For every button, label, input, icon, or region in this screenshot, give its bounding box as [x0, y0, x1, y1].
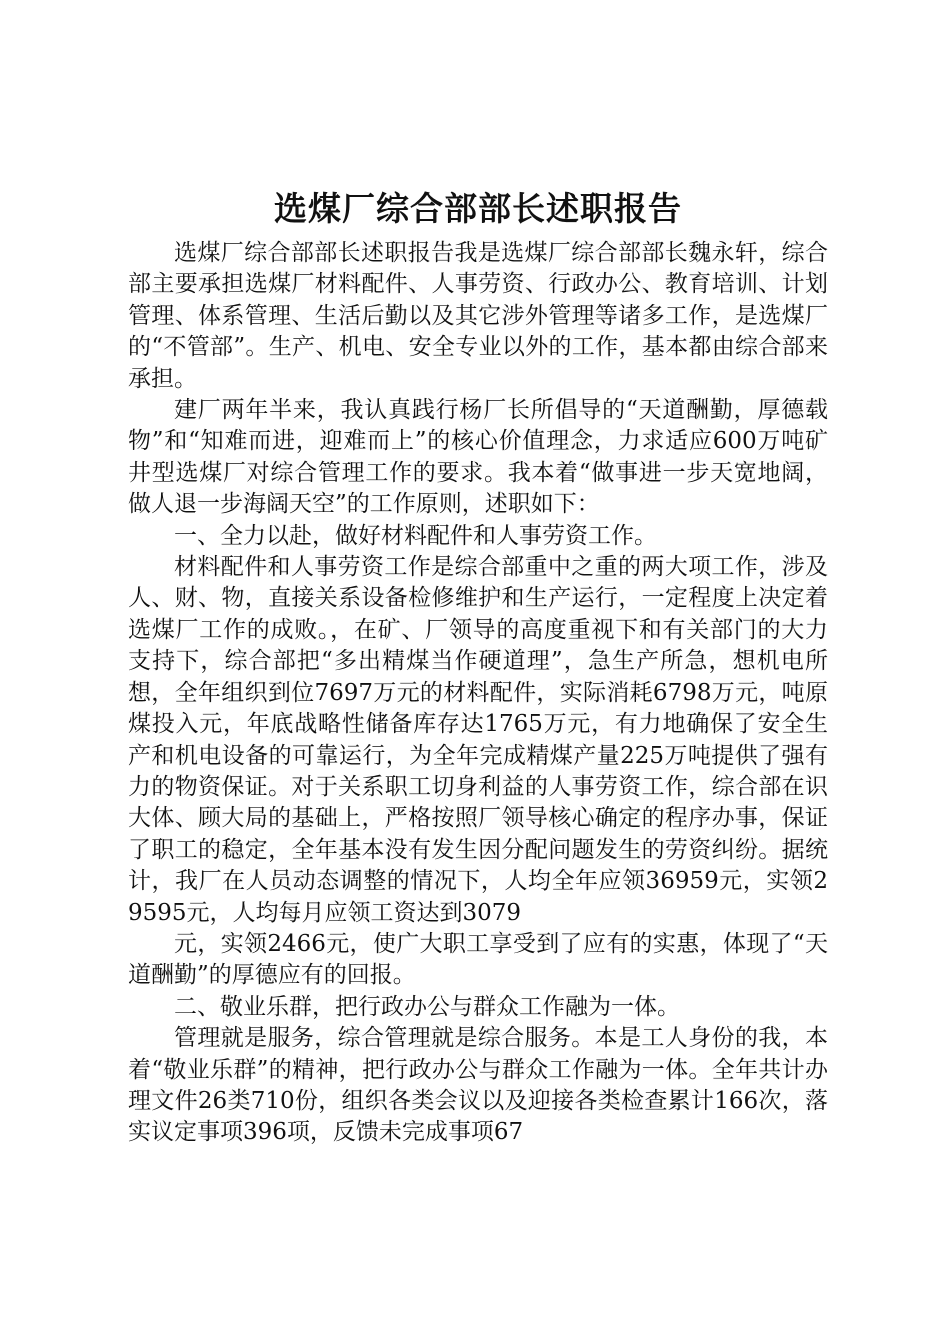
section-heading-2: 二、敬业乐群，把行政办公与群众工作融为一体。 — [174, 993, 680, 1020]
document-body — [128, 238, 828, 1149]
paragraph-principles: 建厂两年半来，我认真践行杨厂长所倡导的“天道酬勤，厚德载物”和“知难而进，迎难而上”的核心价值理念，力求适应600万吨矿井型选煤厂对综合管理工作的要求。我本着“做事进一步天宽地阔，做人退一步海阔天空”的工作原则，述职如下： — [128, 397, 828, 518]
section-heading-1: 一、全力以赴，做好材料配件和人事劳资工作。 — [174, 522, 657, 549]
paragraph-admin-service: 管理就是服务，综合管理就是综合服务。本是工人身份的我，本着“敬业乐群”的精神，把行政办公与群众工作融为一体。全年共计办理文件26类710份，组织各类会议以及迎接各类检查累计166次，落实议定事项396项，反馈未完成事项67 — [128, 1025, 828, 1146]
paragraph-wages-continued: 元，实领2466元，使广大职工享受到了应有的实惠，体现了“天道酬勤”的厚德应有的回报。 — [128, 930, 828, 989]
paragraph-materials-personnel: 材料配件和人事劳资工作是综合部重中之重的两大项工作，涉及人、财、物，直接关系设备检修维护和生产运行，一定程度上决定着选煤厂工作的成败。，在矿、厂领导的高度重视下和有关部门的大力支持下，综合部把“多出精煤当作硬道理”，急生产所急，想机电所想，全年组织到位7697万元的材料配件，实际消耗6798万元，吨原煤投入元，年底战略性储备库存达1765万元，有力地确保了安全生产和机电设备的可靠运行，为全年完成精煤产量225万吨提供了强有力的物资保证。对于关系职工切身利益的人事劳资工作，综合部在识大体、顾大局的基础上，严格按照厂领导核心确定的程序办事，保证了职工的稳定，全年基本没有发生因分配问题发生的劳资纠纷。据统计，我厂在人员动态调整的情况下，人均全年应领36959元，实领29595元，人均每月应领工资达到3079 — [128, 554, 828, 926]
document-page — [128, 186, 828, 1149]
document-title: 选煤厂综合部部长述职报告 — [274, 189, 682, 228]
paragraph-intro: 选煤厂综合部部长述职报告我是选煤厂综合部部长魏永轩，综合部主要承担选煤厂材料配件、人事劳资、行政办公、教育培训、计划管理、体系管理、生活后勤以及其它涉外管理等诸多工作，是选煤厂的“不管部”。生产、机电、安全专业以外的工作，基本都由综合部来承担。 — [128, 240, 828, 392]
